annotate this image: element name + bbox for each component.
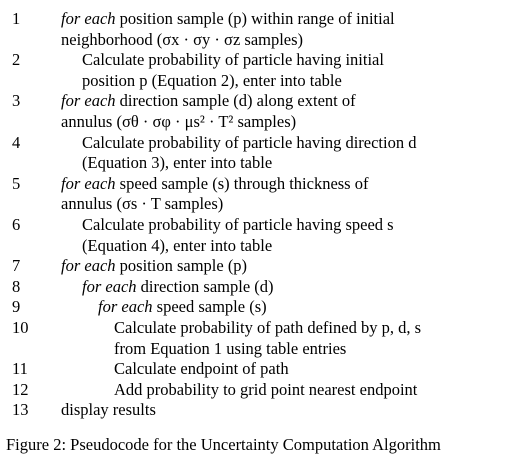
pseudocode-line: [0, 277, 508, 298]
line-number: 8: [12, 276, 21, 296]
line-number: 1: [12, 9, 21, 28]
line-text: [61, 174, 368, 195]
line-text: [61, 194, 223, 215]
line-number: 9: [12, 297, 21, 317]
line-number: 2: [12, 50, 21, 70]
pseudocode-line: [0, 112, 508, 133]
pseudocode-line: [0, 318, 508, 339]
line-content: direction sample (d) along extent of: [115, 91, 356, 111]
line-content: position sample (p): [115, 256, 248, 276]
line-text: [82, 277, 274, 298]
line-number: 6: [12, 214, 21, 234]
pseudocode-line: [0, 133, 508, 154]
pseudocode-line: [0, 359, 508, 380]
line-number: 13: [12, 400, 29, 420]
line-text: [61, 30, 303, 51]
keyword: for each: [61, 91, 116, 111]
line-number: 11: [12, 359, 28, 379]
pseudocode-line: [0, 50, 508, 71]
pseudocode-line: [0, 71, 508, 92]
pseudocode-line: [0, 215, 508, 236]
line-content: from Equation 1 using table entries: [114, 338, 347, 358]
line-text: [114, 339, 346, 360]
line-number: 4: [12, 132, 21, 152]
pseudocode-line: [0, 194, 508, 215]
line-content: (Equation 3), enter into table: [82, 153, 273, 173]
line-text: [61, 112, 296, 133]
keyword: for each: [61, 9, 116, 28]
pseudocode-block: [0, 9, 508, 421]
pseudocode-line: [0, 400, 508, 421]
pseudocode-line: [0, 153, 508, 174]
line-text: [82, 236, 272, 257]
line-text: [114, 380, 417, 401]
pseudocode-line: [0, 9, 508, 30]
line-content: speed sample (s): [152, 297, 267, 317]
line-content: annulus (σs · T samples): [61, 194, 224, 214]
pseudocode-line: [0, 380, 508, 401]
pseudocode-line: [0, 91, 508, 112]
line-content: Calculate probability of particle having speed s: [82, 214, 394, 234]
line-content: (Equation 4), enter into table: [82, 235, 273, 255]
line-text: [82, 50, 384, 71]
line-content: Calculate endpoint of path: [114, 359, 289, 379]
line-text: [61, 91, 356, 112]
line-number: 7: [12, 256, 21, 276]
pseudocode-line: [0, 236, 508, 257]
line-text: [114, 359, 289, 380]
keyword: for each: [82, 276, 137, 296]
line-text: [114, 318, 421, 339]
line-text: [82, 133, 416, 154]
line-number: 12: [12, 379, 29, 399]
line-text: [61, 9, 395, 30]
pseudocode-line: [0, 297, 508, 318]
line-content: Calculate probability of particle having initial: [82, 50, 384, 70]
line-text: [82, 71, 342, 92]
line-content: direction sample (d): [136, 276, 274, 296]
line-content: annulus (σθ · σφ · μs² · T² samples): [61, 111, 297, 131]
line-number: 5: [12, 173, 21, 193]
line-number: 10: [12, 317, 29, 337]
line-text: [82, 153, 272, 174]
line-content: position p (Equation 2), enter into table: [82, 70, 342, 90]
pseudocode-line: [0, 30, 508, 51]
line-text: [61, 400, 156, 421]
line-content: speed sample (s) through thickness of: [115, 173, 369, 193]
pseudocode-line: [0, 256, 508, 277]
line-content: Calculate probability of path defined by p, d, s: [114, 317, 422, 337]
line-content: neighborhood (σx · σy · σz samples): [61, 29, 304, 49]
figure-caption: Figure 2: Pseudocode for the Uncertainty Computation Algorithm: [6, 435, 441, 454]
keyword: for each: [61, 256, 116, 276]
line-content: display results: [61, 400, 156, 420]
pseudocode-line: [0, 339, 508, 360]
line-number: 3: [12, 91, 21, 111]
line-content: position sample (p) within range of initial: [115, 9, 395, 28]
keyword: for each: [98, 297, 153, 317]
line-text: [61, 256, 247, 277]
pseudocode-line: [0, 174, 508, 195]
line-content: Add probability to grid point nearest endpoint: [114, 379, 418, 399]
keyword: for each: [61, 173, 116, 193]
line-text: [82, 215, 394, 236]
line-content: Calculate probability of particle having direction d: [82, 132, 417, 152]
line-text: [98, 297, 267, 318]
